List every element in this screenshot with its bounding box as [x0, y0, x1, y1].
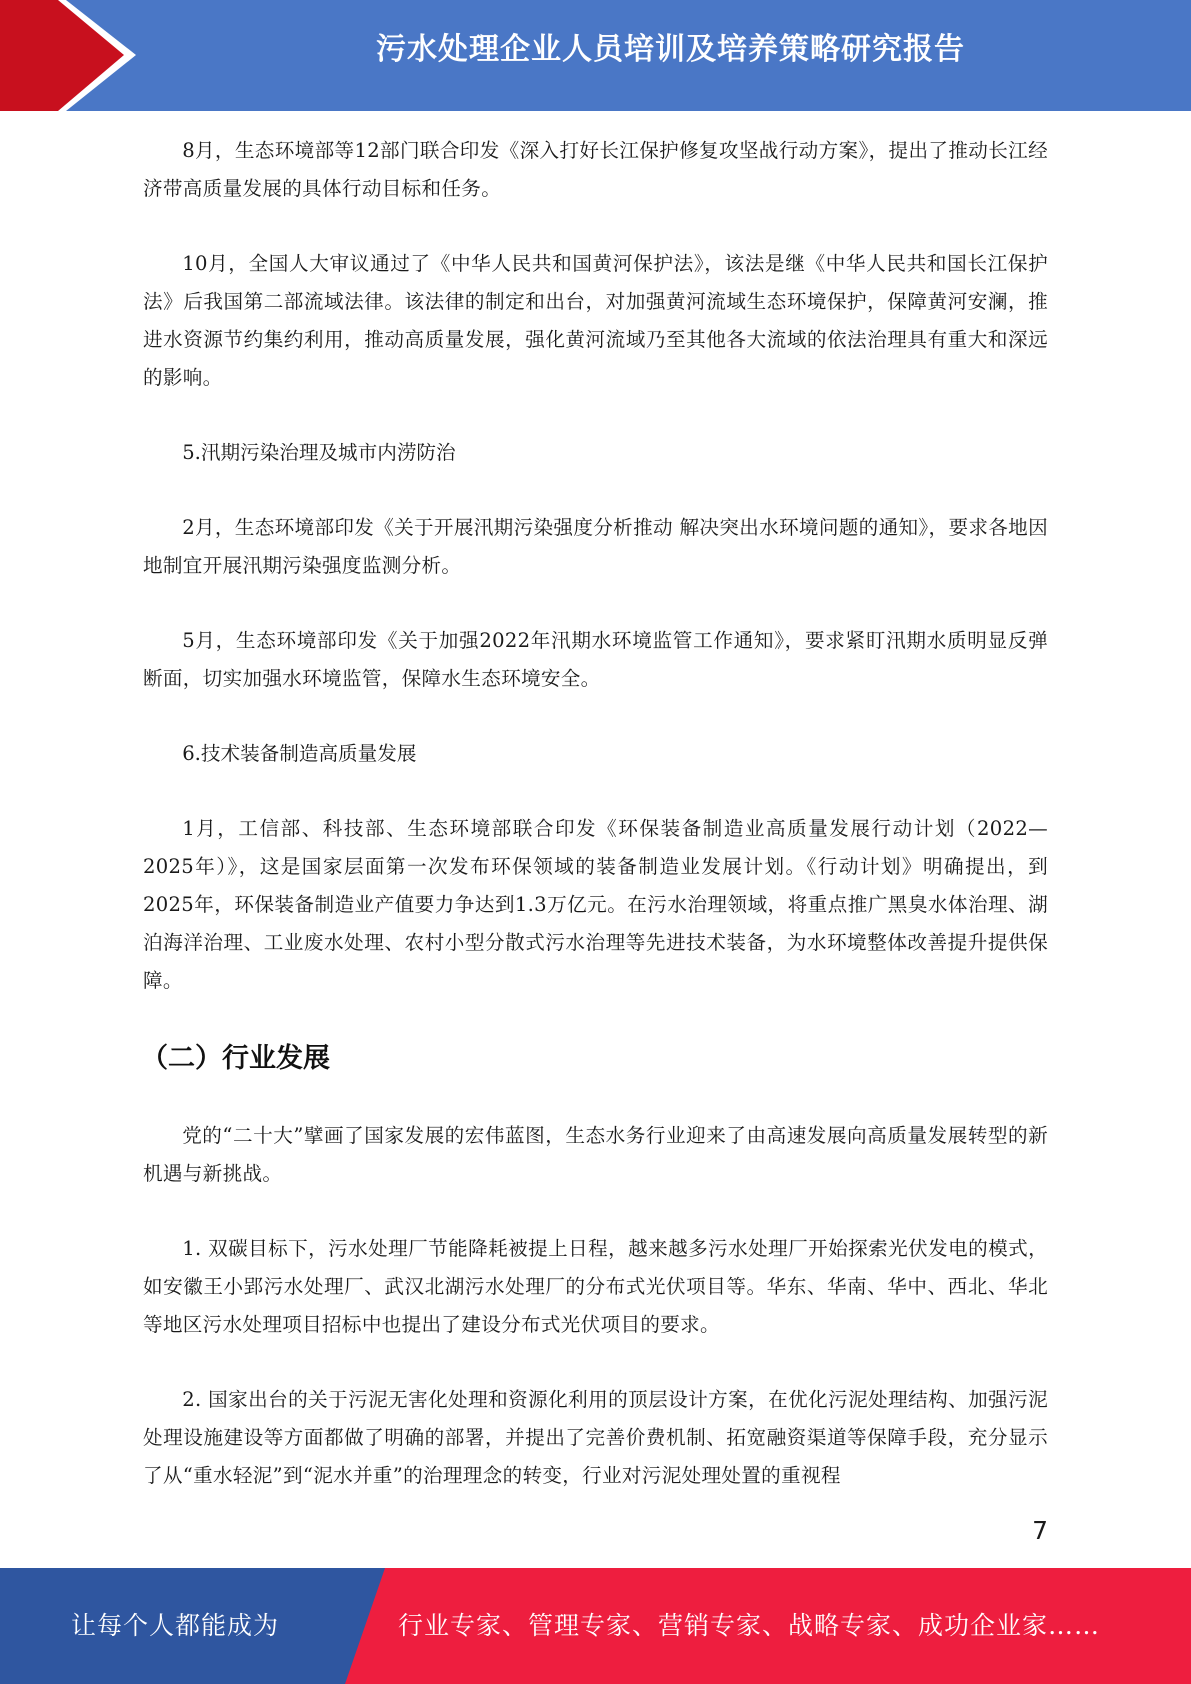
page-header: [0, 0, 1191, 111]
paragraph: 5月，生态环境部印发《关于加强2022年汛期水环境监管工作通知》，要求紧盯汛期水质明显反弹断面，切实加强水环境监管，保障水生态环境安全。: [143, 629, 1048, 690]
paragraph: 10月，全国人大审议通过了《中华人民共和国黄河保护法》，该法是继《中华人民共和国长江保护法》后我国第二部流域法律。该法律的制定和出台，对加强黄河流域生态环境保护，保障黄河安澜，推进水资源节约集约利用，推动高质量发展，强化黄河流域乃至其他各大流域的依法治理具有重大和深远的影响。: [143, 252, 1048, 389]
paragraph: 2. 国家出台的关于污泥无害化处理和资源化利用的顶层设计方案，在优化污泥处理结构、加强污泥处理设施建设等方面都做了明确的部署，并提出了完善价费机制、拓宽融资渠道等保障手段，充分显示了从“重水轻泥”到“泥水并重”的治理理念的转变，行业对污泥处理处置的重视程: [143, 1388, 1048, 1487]
section-heading: （二）行业发展: [141, 1043, 330, 1074]
subsection-heading: 6.技术装备制造高质量发展: [182, 742, 417, 765]
paragraph: 1月，工信部、科技部、生态环境部联合印发《环保装备制造业高质量发展行动计划（2022—2025年）》，这是国家层面第一次发布环保领域的装备制造业发展计划。《行动计划》明确提出，到2025年，环保装备制造业产值要力争达到1.3万亿元。在污水治理领域，将重点推广黑臭水体治理、湖泊海洋治理、工业废水处理、农村小型分散式污水治理等先进技术装备，为水环境整体改善提升提供保障。: [143, 817, 1048, 992]
footer-slogan-right: 行业专家、管理专家、营销专家、战略专家、成功企业家……: [398, 1611, 1101, 1640]
page-footer: [0, 1568, 1191, 1684]
paragraph: 2月，生态环境部印发《关于开展汛期污染强度分析推动 解决突出水环境问题的通知》，要求各地因地制宜开展汛期污染强度监测分析。: [143, 516, 1048, 577]
footer-slogan-left: 让每个人都能成为: [70, 1611, 279, 1640]
chevron-decor-icon: [0, 0, 160, 111]
paragraph: 党的“二十大”擘画了国家发展的宏伟蓝图，生态水务行业迎来了由高速发展向高质量发展转型的新机遇与新挑战。: [143, 1124, 1048, 1185]
page-number: 7: [1032, 1516, 1048, 1545]
report-title: 污水处理企业人员培训及培养策略研究报告: [376, 32, 965, 67]
paragraph: 8月，生态环境部等12部门联合印发《深入打好长江保护修复攻坚战行动方案》，提出了推动长江经济带高质量发展的具体行动目标和任务。: [143, 139, 1048, 200]
document-body: [143, 132, 1048, 1532]
subsection-heading: 5.汛期污染治理及城市内涝防治: [182, 441, 456, 464]
paragraph: 1. 双碳目标下，污水处理厂节能降耗被提上日程，越来越多污水处理厂开始探索光伏发电的模式，如安徽王小郢污水处理厂、武汉北湖污水处理厂的分布式光伏项目等。华东、华南、华中、西北、华北等地区污水处理项目招标中也提出了建设分布式光伏项目的要求。: [143, 1237, 1048, 1336]
